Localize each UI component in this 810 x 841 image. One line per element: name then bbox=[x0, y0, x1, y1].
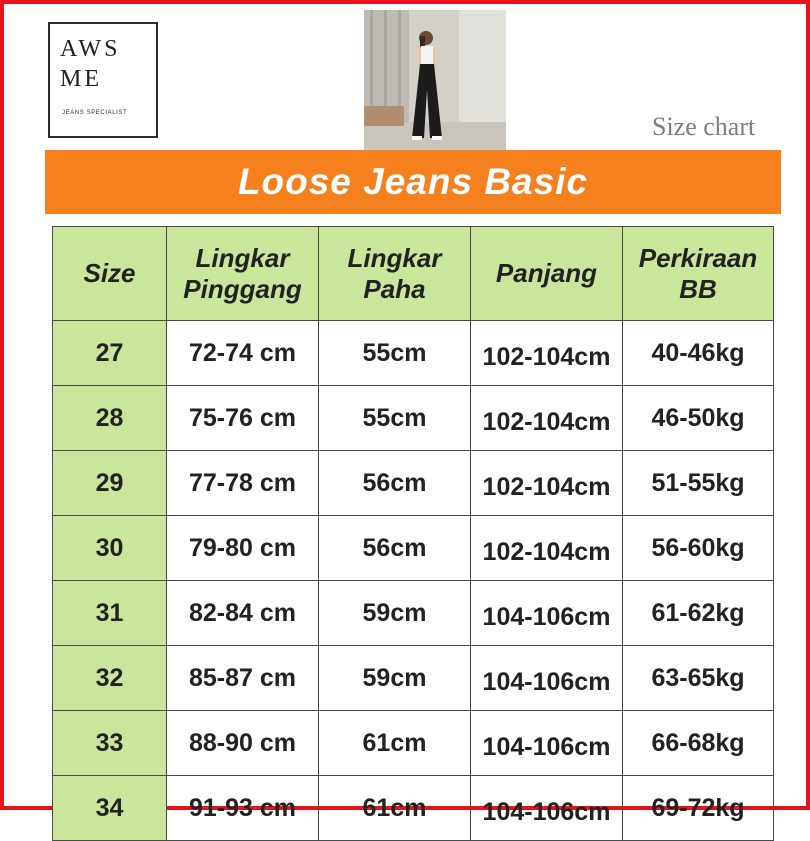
weight-cell: 69-72kg bbox=[623, 776, 774, 841]
size-cell: 29 bbox=[53, 451, 167, 516]
weight-cell: 63-65kg bbox=[623, 646, 774, 711]
thigh-cell: 61cm bbox=[319, 776, 471, 841]
table-row bbox=[53, 516, 774, 581]
brand-logo bbox=[48, 22, 158, 138]
waist-cell: 77-78 cm bbox=[167, 451, 319, 516]
weight-cell: 56-60kg bbox=[623, 516, 774, 581]
length-cell: 104-106cm bbox=[471, 581, 623, 646]
length-cell: 104-106cm bbox=[471, 711, 623, 776]
thigh-cell: 59cm bbox=[319, 581, 471, 646]
weight-cell: 66-68kg bbox=[623, 711, 774, 776]
length-cell: 104-106cm bbox=[471, 646, 623, 711]
length-cell: 102-104cm bbox=[471, 386, 623, 451]
size-cell: 28 bbox=[53, 386, 167, 451]
product-title: Loose Jeans Basic bbox=[237, 161, 589, 202]
size-chart-label: Size chart bbox=[652, 112, 756, 141]
title-banner bbox=[45, 150, 781, 214]
table-row bbox=[53, 321, 774, 386]
model-photo bbox=[364, 10, 506, 150]
table-row bbox=[53, 386, 774, 451]
thigh-cell: 56cm bbox=[319, 516, 471, 581]
table-row bbox=[53, 776, 774, 841]
header-size: Size bbox=[53, 227, 167, 321]
header-lingkar-paha: Lingkar Paha bbox=[319, 227, 471, 321]
size-chart-table bbox=[52, 226, 774, 841]
waist-cell: 75-76 cm bbox=[167, 386, 319, 451]
waist-cell: 85-87 cm bbox=[167, 646, 319, 711]
weight-cell: 46-50kg bbox=[623, 386, 774, 451]
thigh-cell: 59cm bbox=[319, 646, 471, 711]
size-cell: 30 bbox=[53, 516, 167, 581]
size-cell: 27 bbox=[53, 321, 167, 386]
thigh-cell: 61cm bbox=[319, 711, 471, 776]
table-row bbox=[53, 646, 774, 711]
weight-cell: 61-62kg bbox=[623, 581, 774, 646]
size-cell: 31 bbox=[53, 581, 167, 646]
size-cell: 32 bbox=[53, 646, 167, 711]
table-header-row bbox=[53, 227, 774, 321]
table-row bbox=[53, 451, 774, 516]
thigh-cell: 55cm bbox=[319, 321, 471, 386]
waist-cell: 88-90 cm bbox=[167, 711, 319, 776]
header-lingkar-pinggang: Lingkar Pinggang bbox=[167, 227, 319, 321]
thigh-cell: 56cm bbox=[319, 451, 471, 516]
logo-tagline: JEANS SPECIALIST bbox=[62, 110, 128, 116]
header-panjang: Panjang bbox=[471, 227, 623, 321]
waist-cell: 79-80 cm bbox=[167, 516, 319, 581]
thigh-cell: 55cm bbox=[319, 386, 471, 451]
length-cell: 102-104cm bbox=[471, 451, 623, 516]
table-row bbox=[53, 711, 774, 776]
length-cell: 104-106cm bbox=[471, 776, 623, 841]
length-cell: 102-104cm bbox=[471, 321, 623, 386]
weight-cell: 40-46kg bbox=[623, 321, 774, 386]
waist-cell: 82-84 cm bbox=[167, 581, 319, 646]
header-perkiraan-bb: Perkiraan BB bbox=[623, 227, 774, 321]
table-row bbox=[53, 581, 774, 646]
weight-cell: 51-55kg bbox=[623, 451, 774, 516]
size-cell: 33 bbox=[53, 711, 167, 776]
length-cell: 102-104cm bbox=[471, 516, 623, 581]
waist-cell: 72-74 cm bbox=[167, 321, 319, 386]
logo-text-line2: ME bbox=[60, 66, 102, 92]
waist-cell: 91-93 cm bbox=[167, 776, 319, 841]
size-cell: 34 bbox=[53, 776, 167, 841]
logo-text-line1: AWS bbox=[60, 36, 121, 62]
